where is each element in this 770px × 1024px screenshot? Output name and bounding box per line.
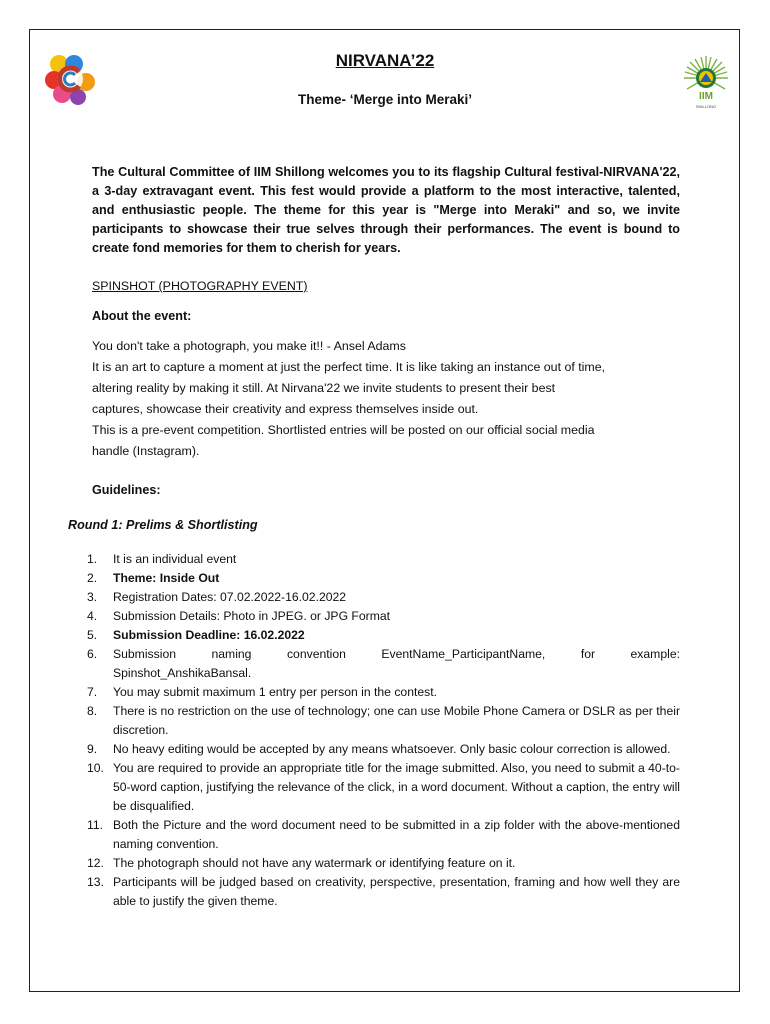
about-line: altering reality by making it still. At Nirvana'22 we invite students to present their best [92, 381, 556, 395]
list-text: Submission Details: Photo in JPEG. or JPG Format [113, 609, 391, 623]
list-item [87, 645, 680, 683]
list-item [87, 816, 680, 854]
about-line: You don't take a photograph, you make it!! - Ansel Adams [92, 339, 406, 353]
list-item [87, 759, 680, 816]
list-word: Submission [113, 647, 176, 661]
about-line: handle (Instagram). [92, 444, 200, 458]
list-item [87, 873, 680, 911]
list-number: 7. [87, 685, 98, 699]
about-heading: About the event: [92, 309, 192, 323]
list-number: 5. [87, 628, 98, 642]
list-number: 11. [87, 818, 104, 832]
list-number: 8. [87, 704, 98, 718]
list-item [87, 702, 680, 740]
list-item [87, 683, 680, 702]
intro-paragraph: The Cultural Committee of IIM Shillong welcomes you to its flagship Cultural festival-NIRVANA'22, a 3-day extravagant event. This fest would provide a platform to the most interactive, talented, and enthusiastic people. The theme for this year is "Merge into Meraki" and so, we invite participants to showcase their true selves through their performances. The event is bound to create fond memories for them to cherish for years. [92, 165, 680, 255]
list-item [87, 588, 680, 607]
list-number: 6. [87, 647, 98, 661]
list-word: EventName_ParticipantName, [381, 647, 546, 661]
list-text: You are required to provide an appropriate title for the image submitted. Also, you need to submit a 40-to-50-word caption, justifying the relevance of the click, in a word document. Without a caption, the entry will be disqualified. [113, 761, 681, 813]
page-title: NIRVANA’22 [335, 51, 435, 70]
list-text: It is an individual event [113, 552, 237, 566]
list-number: 1. [87, 552, 98, 566]
list-item [87, 626, 680, 645]
list-number: 3. [87, 590, 98, 604]
list-text: Both the Picture and the word document need to be submitted in a zip folder with the above-mentioned naming convention. [113, 818, 680, 851]
round-heading: Round 1: Prelims & Shortlisting [68, 518, 258, 532]
list-number: 2. [87, 571, 98, 585]
about-body [92, 336, 682, 462]
list-item [87, 740, 680, 759]
list-text: The photograph should not have any watermark or identifying feature on it. [113, 856, 516, 870]
list-word: convention [286, 647, 346, 661]
guidelines-heading: Guidelines: [92, 483, 161, 497]
list-item [87, 854, 680, 873]
list-number: 9. [87, 742, 98, 756]
theme-subtitle: Theme- ‘Merge into Meraki’ [297, 92, 473, 107]
list-number: 12. [87, 856, 104, 870]
about-line: captures, showcase their creativity and express themselves inside out. [92, 402, 479, 416]
list-text: Registration Dates: 07.02.2022-16.02.2022 [113, 590, 347, 604]
list-text: There is no restriction on the use of technology; one can use Mobile Phone Camera or DSLR as per their discretion. [113, 704, 680, 737]
list-number: 10. [87, 761, 104, 775]
iim-logo-subtext: SHILLONG [695, 104, 717, 109]
about-line: This is a pre-event competition. Shortlisted entries will be posted on our official social media [92, 423, 595, 437]
list-word: for [580, 647, 596, 661]
list-word: naming [211, 647, 252, 661]
list-text: Participants will be judged based on creativity, perspective, presentation, framing and how well they are able to justify the given theme. [113, 875, 680, 908]
about-line: It is an art to capture a moment at just the perfect time. It is like taking an instance out of time, [92, 360, 606, 374]
list-text: Theme: Inside Out [113, 571, 220, 585]
list-text: Submission Deadline: 16.02.2022 [113, 628, 305, 642]
list-number: 4. [87, 609, 98, 623]
list-item [87, 550, 680, 569]
naming-convention-line [113, 645, 680, 664]
list-number: 13. [87, 875, 104, 889]
list-item [87, 607, 680, 626]
list-text: Spinshot_AnshikaBansal. [113, 666, 252, 680]
iim-logo-text: IIM [699, 91, 713, 102]
list-text: No heavy editing would be accepted by any means whatsoever. Only basic colour correction is allowed. [113, 742, 671, 756]
list-item [87, 569, 680, 588]
list-text: You may submit maximum 1 entry per person in the contest. [113, 685, 438, 699]
list-word: example: [630, 647, 680, 661]
event-heading: SPINSHOT (PHOTOGRAPHY EVENT) [92, 279, 308, 293]
guidelines-list [87, 550, 680, 911]
